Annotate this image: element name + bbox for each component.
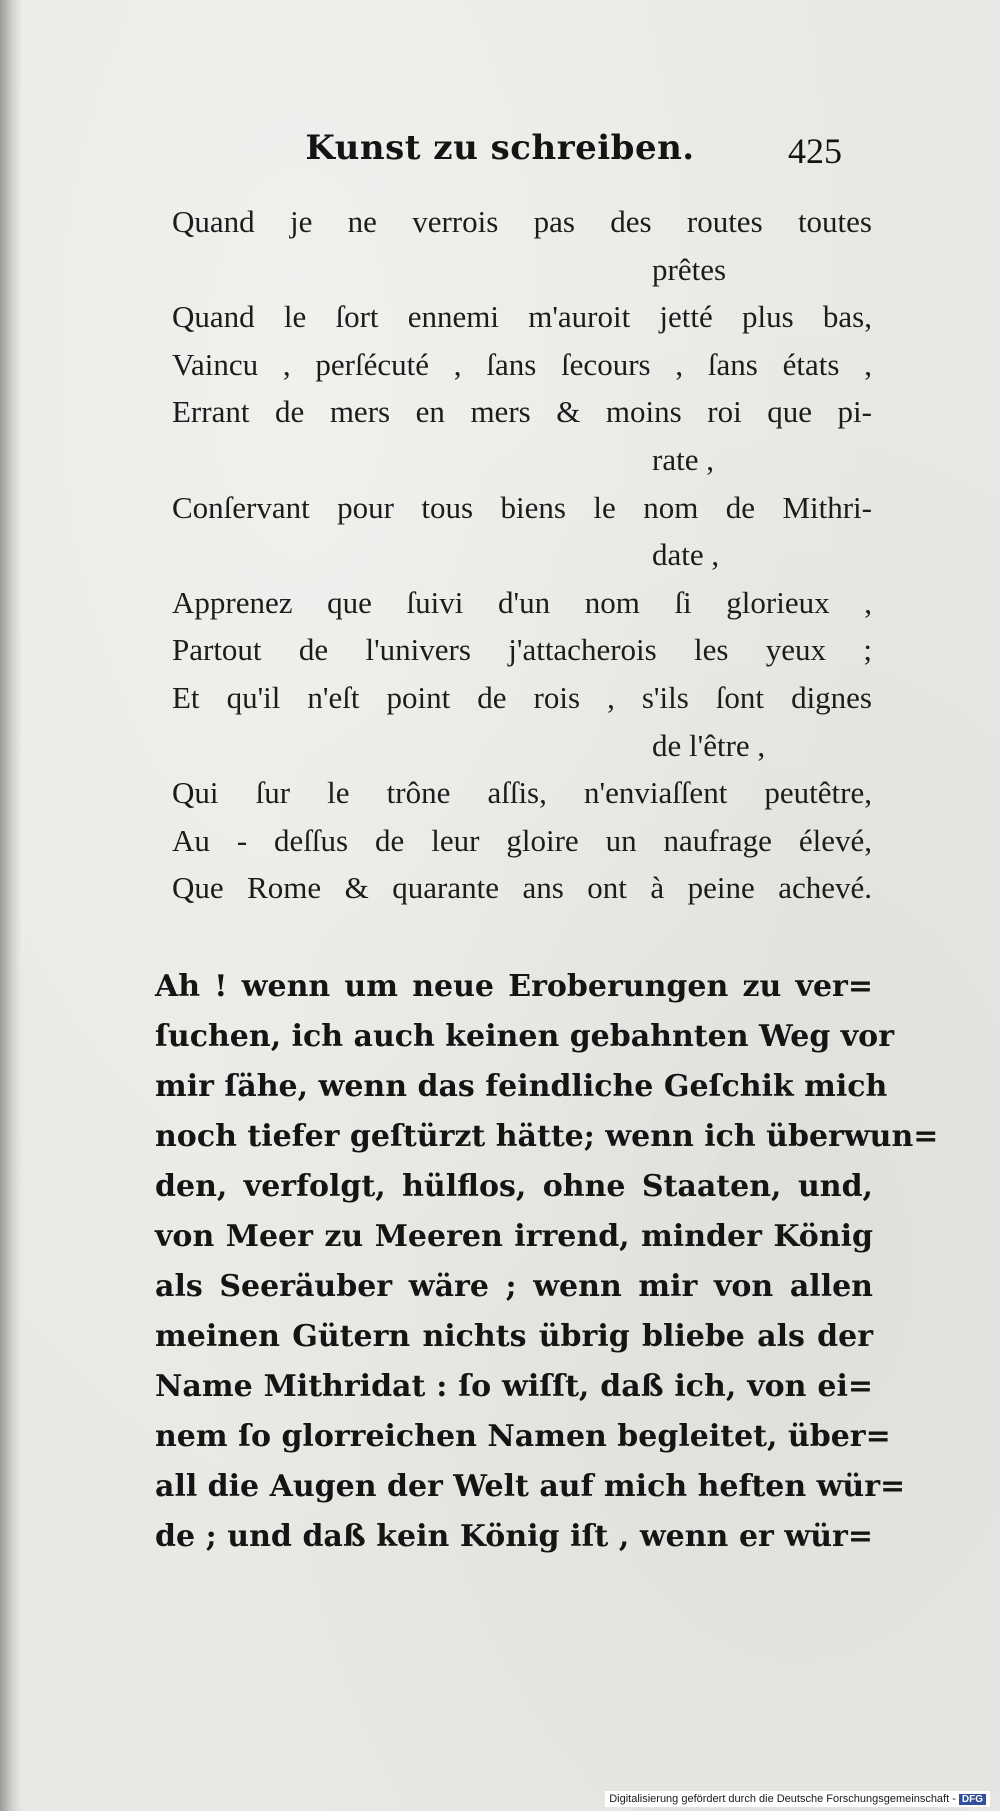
verse-line-continuation: date , (652, 537, 720, 573)
prose-line: noch tiefer geſtürzt hätte; wenn ich überwun= (155, 1119, 939, 1154)
footer-credit: Digitalisierung gefördert durch die Deutsche Forschungsgemeinschaft - (609, 1793, 956, 1805)
verse-line: Et qu'il n'eſt point de rois , s'ils ſont dignes (172, 679, 872, 715)
verse-line: Au - deſſus de leur gloire un naufrage élevé, (172, 822, 872, 858)
prose-line: als Seeräuber wäre ; wenn mir von allen (155, 1269, 873, 1304)
dfg-logo: DFG (959, 1794, 986, 1805)
verse-line-continuation: rate , (652, 441, 714, 477)
prose-paragraph (155, 962, 939, 1562)
prose-line: de ; und daß kein König iſt , wenn er wür= (155, 1519, 873, 1554)
running-title: Kunst zu schreiben. (305, 128, 695, 168)
verse-line-continuation: prêtes (652, 251, 727, 287)
page-gutter-shadow (0, 0, 22, 1811)
verse-line-continuation: de l'être , (652, 727, 766, 763)
prose-line: von Meer zu Meeren irrend, minder König (155, 1219, 873, 1254)
prose-line: nem ſo glorreichen Namen begleitet, über= (155, 1419, 891, 1454)
prose-line: ſuchen, ich auch keinen gebahnten Weg vor (155, 1019, 894, 1054)
verse-line: Conſervant pour tous biens le nom de Mithri- (172, 489, 872, 525)
verse-line: Vaincu , perſécuté , ſans ſecours , ſans états , (172, 346, 872, 382)
page-number: 425 (788, 131, 842, 171)
verse-line: Apprenez que ſuivi d'un nom ſi glorieux , (172, 584, 872, 620)
verse-line: Quand le ſort ennemi m'auroit jetté plus bas, (172, 299, 872, 335)
digitization-footer (605, 1791, 990, 1807)
verse-line: Qui ſur le trône aſſis, n'enviaſſent peutêtre, (172, 775, 872, 811)
verse-line: Quand je ne verrois pas des routes toutes (172, 204, 872, 239)
prose-line: all die Augen der Welt auf mich heften wür= (155, 1469, 906, 1504)
verse-quotation (172, 198, 872, 912)
prose-line: mir ſähe, wenn das feindliche Geſchik mich (155, 1069, 888, 1104)
prose-line: Name Mithridat : ſo wiſſt, daß ich, von ei= (155, 1369, 873, 1404)
prose-line: meinen Gütern nichts übrig bliebe als der (155, 1319, 873, 1354)
prose-line: den, verfolgt, hülflos, ohne Staaten, und, (155, 1169, 873, 1204)
verse-line: Errant de mers en mers & moins roi que pi- (172, 394, 872, 430)
prose-line: Ah ! wenn um neue Eroberungen zu ver= (155, 969, 873, 1004)
verse-line: Que Rome & quarante ans ont à peine achevé. (172, 870, 872, 906)
verse-line: Partout de l'univers j'attacherois les yeux ; (172, 632, 872, 668)
